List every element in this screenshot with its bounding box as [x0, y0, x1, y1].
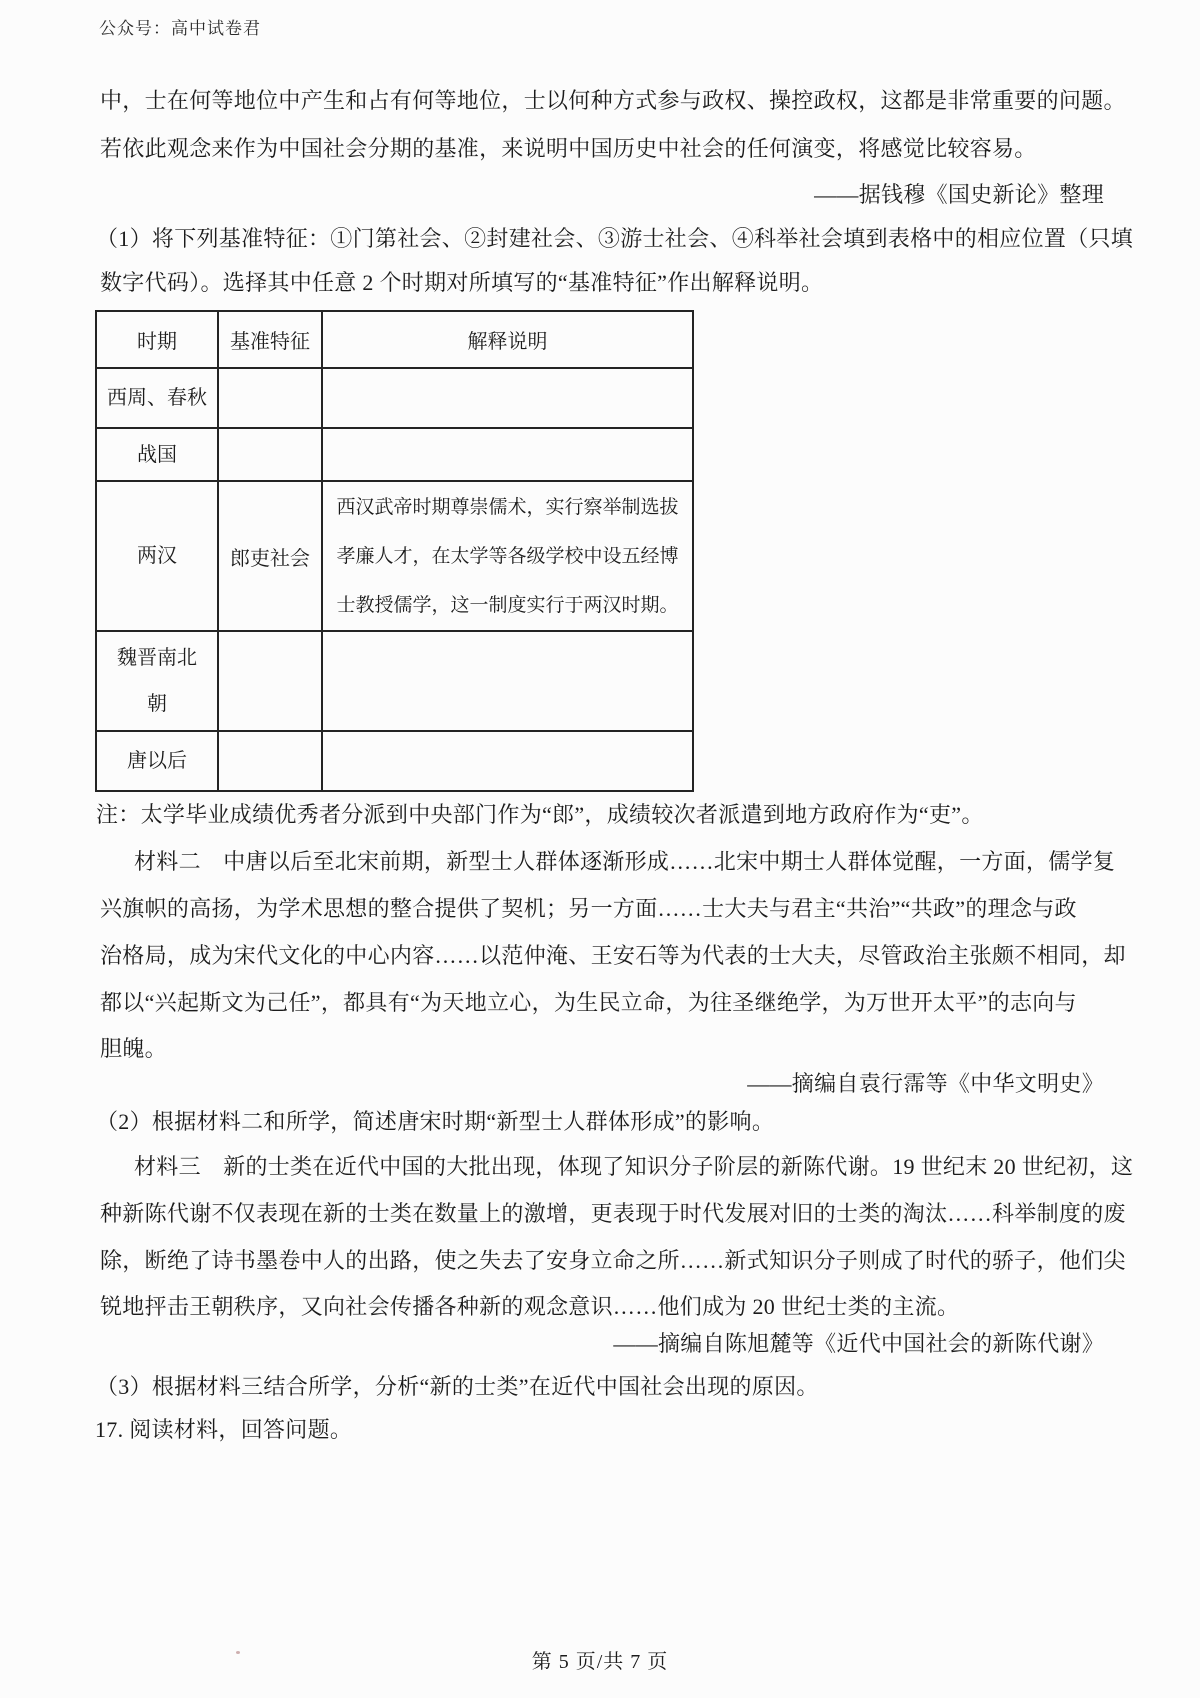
page-footer — [0, 1645, 1200, 1674]
material-2-line: 都以“兴起斯文为己任”，都具有“为天地立心，为生民立命，为往圣继绝学，为万世开太平”的志向与 — [100, 990, 1077, 1015]
material-3-line: 除，断绝了诗书墨卷中人的出路，使之失去了安身立命之所……新式知识分子则成了时代的骄子，他们尖 — [100, 1248, 1126, 1273]
table-row — [96, 731, 693, 791]
table-row — [96, 481, 693, 631]
feature-cell: 郎吏社会 — [218, 481, 322, 631]
feature-cell-empty — [218, 631, 322, 731]
question-17-stem: 17. 阅读材料，回答问题。 — [95, 1417, 353, 1442]
intro-line: 若依此观念来作为中国社会分期的基准，来说明中国历史中社会的任何演变，将感觉比较容易。 — [100, 136, 1037, 161]
intro-line: 中，士在何等地位中产生和占有何等地位，士以何种方式参与政权、操控政权，这都是非常重要的问题。 — [100, 88, 1126, 113]
table-header-feature: 基准特征 — [218, 311, 322, 368]
material-3-line: 锐地抨击王朝秩序，又向社会传播各种新的观念意识……他们成为 20 世纪士类的主流。 — [100, 1294, 960, 1319]
feature-cell-empty — [218, 731, 322, 791]
feature-cell-empty — [218, 428, 322, 481]
explanation-line: 西汉武帝时期尊崇儒术，实行察举制选拔 — [336, 496, 679, 518]
source-attribution-3: ——摘编自陈旭麓等《近代中国社会的新陈代谢》 — [613, 1331, 1104, 1356]
table-note: 注：太学毕业成绩优秀者分派到中央部门作为“郎”，成绩较次者派遣到地方政府作为“吏”。 — [96, 802, 984, 827]
table-header-row — [96, 311, 693, 368]
material-3-line: 种新陈代谢不仅表现在新的士类在数量上的激增，更表现于时代发展对旧的士类的淘汰……科举制度的废 — [100, 1201, 1126, 1226]
material-2-line: 兴旗帜的高扬，为学术思想的整合提供了契机；另一方面……士大夫与君主“共治”“共政”的理念与政 — [100, 896, 1077, 921]
period-cell: 西周、春秋 — [96, 368, 218, 428]
source-attribution-1: ——据钱穆《国史新论》整理 — [814, 182, 1104, 207]
table-row — [96, 428, 693, 481]
explanation-line: 士教授儒学，这一制度实行于两汉时期。 — [336, 594, 679, 616]
watermark: 公众号：高中试卷君 — [99, 19, 261, 38]
explanation-cell-empty — [322, 428, 693, 481]
fill-table — [95, 310, 694, 792]
feature-cell-empty — [218, 368, 322, 428]
explanation-cell — [322, 481, 693, 631]
material-2-line: 胆魄。 — [100, 1036, 167, 1061]
material-2-line: 治格局，成为宋代文化的中心内容……以范仲淹、王安石等为代表的士大夫，尽管政治主张颇不相同，却 — [100, 943, 1126, 968]
period-cell: 唐以后 — [96, 731, 218, 791]
table-header-explanation: 解释说明 — [322, 311, 693, 368]
explanation-cell-empty — [322, 368, 693, 428]
page-number: 第 5 页/共 7 页 — [531, 1651, 669, 1673]
period-cell: 魏晋南北 朝 — [96, 631, 218, 731]
period-cell: 战国 — [96, 428, 218, 481]
table-row — [96, 631, 693, 731]
explanation-cell-empty — [322, 731, 693, 791]
material-2-line: 材料二 中唐以后至北宋前期，新型士人群体逐渐形成……北宋中期士人群体觉醒，一方面，儒学复 — [134, 849, 1116, 874]
question-1-line: （1）将下列基准特征：①门第社会、②封建社会、③游士社会、④科举社会填到表格中的相应位置（只填 — [96, 226, 1134, 251]
table-header-period: 时期 — [96, 311, 218, 368]
material-3-line: 材料三 新的士类在近代中国的大批出现，体现了知识分子阶层的新陈代谢。19 世纪末 20 世纪初，这 — [134, 1154, 1134, 1179]
table-row — [96, 368, 693, 428]
question-2: （2）根据材料二和所学，简述唐宋时期“新型士人群体形成”的影响。 — [96, 1109, 775, 1134]
question-3: （3）根据材料三结合所学，分析“新的士类”在近代中国社会出现的原因。 — [96, 1374, 819, 1399]
period-cell: 两汉 — [96, 481, 218, 631]
explanation-line: 孝廉人才，在太学等各级学校中设五经博 — [336, 545, 679, 567]
source-attribution-2: ——摘编自袁行霈等《中华文明史》 — [747, 1071, 1104, 1096]
explanation-cell-empty — [322, 631, 693, 731]
question-1-line: 数字代码）。选择其中任意 2 个时期对所填写的“基准特征”作出解释说明。 — [100, 270, 824, 295]
